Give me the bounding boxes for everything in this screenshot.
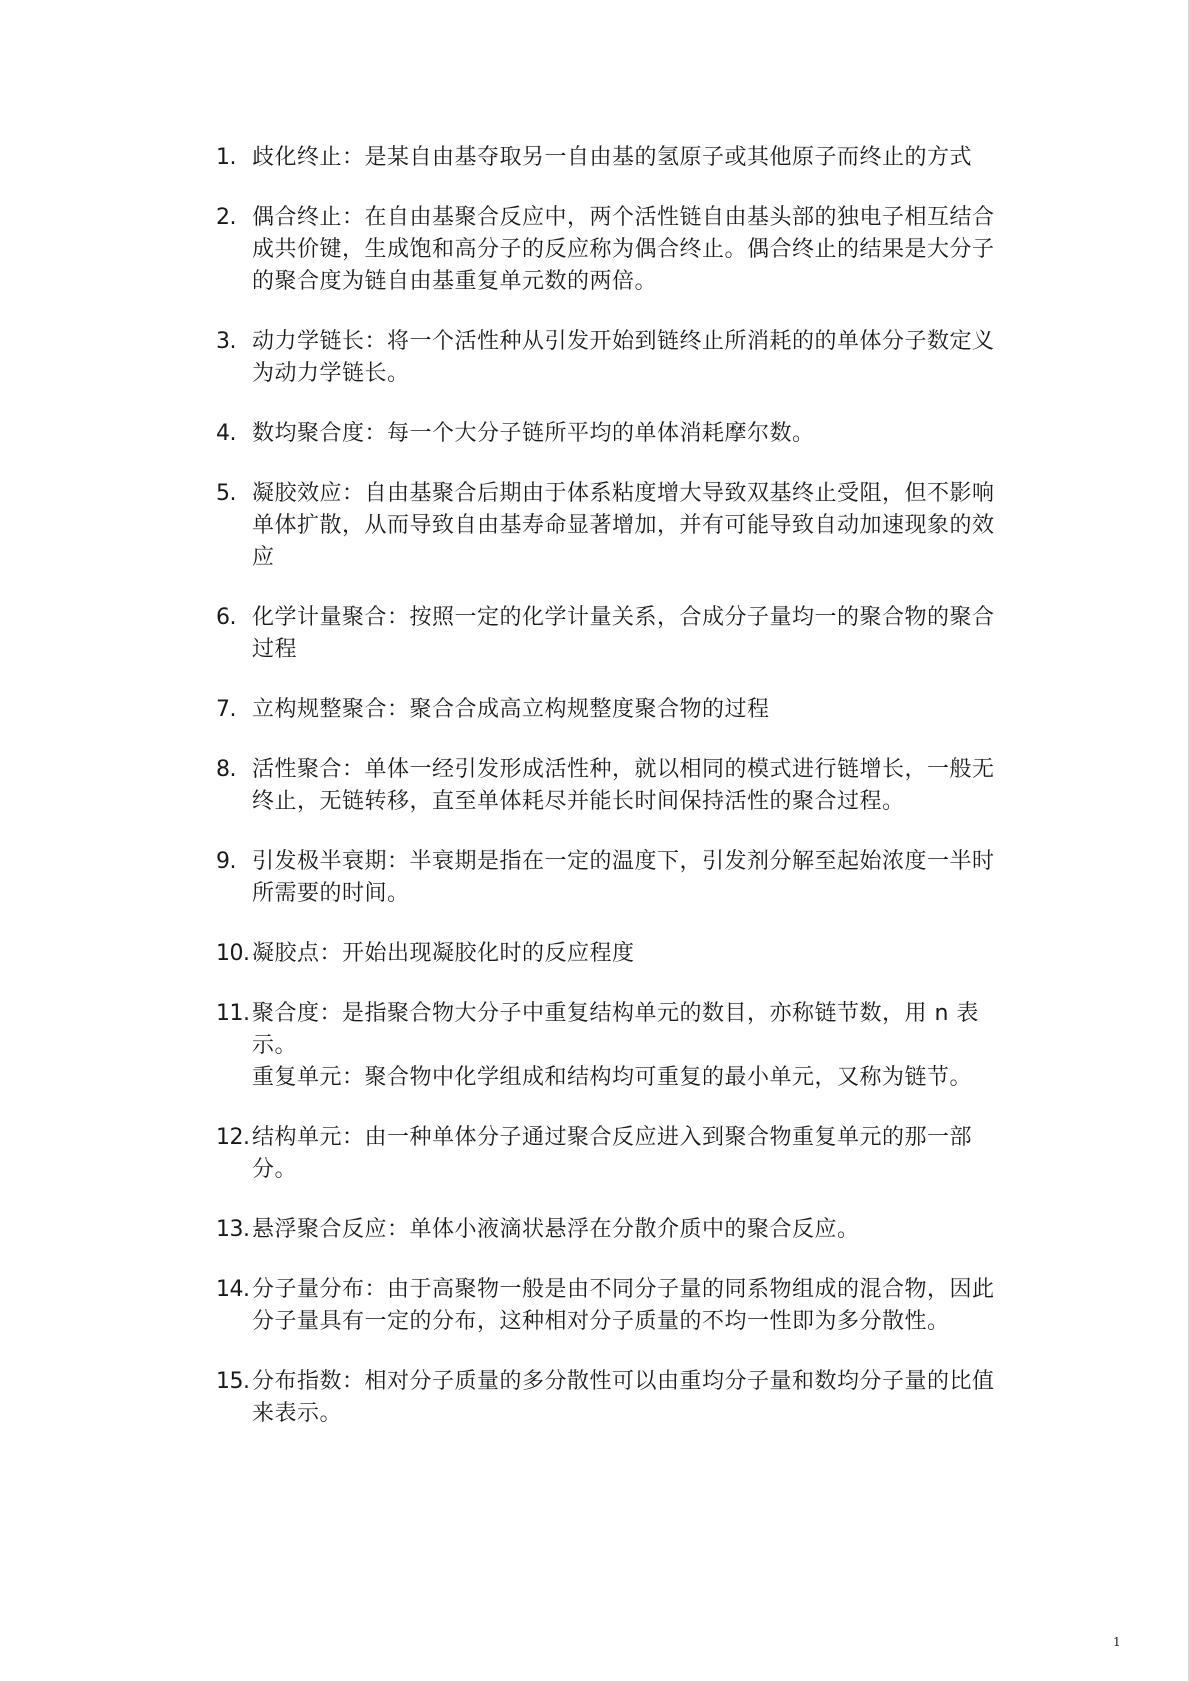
item-text: 悬浮聚合反应：单体小液滴状悬浮在分散介质中的聚合反应。 xyxy=(252,1217,860,1242)
item-text: 分子量分布：由于高聚物一般是由不同分子量的同系物组成的混合物，因此分子量具有一定的分布，这种相对分子质量的不均一性即为多分散性。 xyxy=(252,1277,995,1334)
list-item xyxy=(216,1366,1000,1430)
list-item xyxy=(216,418,1000,450)
list-item xyxy=(216,1274,1000,1338)
item-number: 4. xyxy=(216,421,236,446)
list-item xyxy=(216,478,1000,574)
item-number: 15. xyxy=(216,1369,250,1394)
item-number: 6. xyxy=(216,605,236,630)
item-number: 11. xyxy=(216,1001,250,1026)
item-number: 13. xyxy=(216,1217,250,1242)
item-text: 动力学链长：将一个活性种从引发开始到链终止所消耗的的单体分子数定义为动力学链长。 xyxy=(252,329,995,386)
list-item xyxy=(216,142,1000,174)
item-subtext: 重复单元：聚合物中化学组成和结构均可重复的最小单元，又称为链节。 xyxy=(252,1065,973,1090)
item-text: 凝胶效应：自由基聚合后期由于体系粘度增大导致双基终止受阻，但不影响单体扩散，从而导致自由基寿命显著增加，并有可能导致自动加速现象的效应 xyxy=(252,481,995,570)
item-text: 立构规整聚合：聚合合成高立构规整度聚合物的过程 xyxy=(252,697,770,722)
list-item xyxy=(216,602,1000,666)
item-number: 5. xyxy=(216,481,236,506)
item-number: 2. xyxy=(216,205,236,230)
list-item xyxy=(216,938,1000,970)
list-item xyxy=(216,754,1000,818)
list-item xyxy=(216,1214,1000,1246)
item-number: 12. xyxy=(216,1125,250,1150)
list-item xyxy=(216,1122,1000,1186)
item-text: 偶合终止：在自由基聚合反应中，两个活性链自由基头部的独电子相互结合成共价键，生成饱和高分子的反应称为偶合终止。偶合终止的结果是大分子的聚合度为链自由基重复单元数的两倍。 xyxy=(252,205,995,294)
item-text: 凝胶点：开始出现凝胶化时的反应程度 xyxy=(252,941,635,966)
item-number: 7. xyxy=(216,697,236,722)
item-number: 8. xyxy=(216,757,236,782)
item-text: 结构单元：由一种单体分子通过聚合反应进入到聚合物重复单元的那一部分。 xyxy=(252,1125,973,1182)
list-item xyxy=(216,846,1000,910)
item-text: 数均聚合度：每一个大分子链所平均的单体消耗摩尔数。 xyxy=(252,421,815,446)
item-number: 1. xyxy=(216,145,236,170)
list-item xyxy=(216,998,1000,1094)
item-text: 引发极半衰期：半衰期是指在一定的温度下，引发剂分解至起始浓度一半时所需要的时间。 xyxy=(252,849,995,906)
list-item xyxy=(216,202,1000,298)
item-text: 分布指数：相对分子质量的多分散性可以由重均分子量和数均分子量的比值来表示。 xyxy=(252,1369,995,1426)
item-text: 歧化终止：是某自由基夺取另一自由基的氢原子或其他原子而终止的方式 xyxy=(252,145,973,170)
list-item xyxy=(216,326,1000,390)
item-text: 聚合度：是指聚合物大分子中重复结构单元的数目，亦称链节数，用 n 表示。 xyxy=(252,1001,979,1058)
item-number: 3. xyxy=(216,329,236,354)
item-text: 活性聚合：单体一经引发形成活性种，就以相同的模式进行链增长，一般无终止，无链转移，直至单体耗尽并能长时间保持活性的聚合过程。 xyxy=(252,757,995,814)
item-number: 9. xyxy=(216,849,236,874)
list-item xyxy=(216,694,1000,726)
definition-list xyxy=(216,142,1000,1458)
item-number: 14. xyxy=(216,1277,250,1302)
item-text: 化学计量聚合：按照一定的化学计量关系，合成分子量均一的聚合物的聚合过程 xyxy=(252,605,995,662)
item-number: 10. xyxy=(216,941,250,966)
page-number: 1 xyxy=(1113,1635,1121,1649)
